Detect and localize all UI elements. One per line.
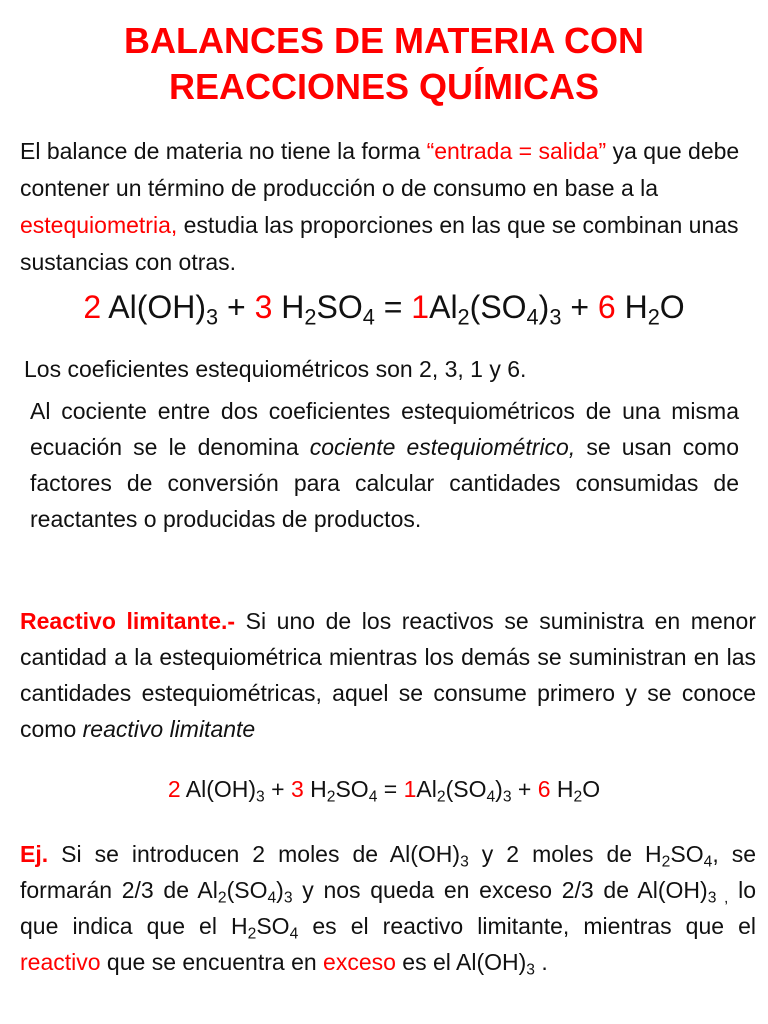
intro-text-1: El balance de materia no tiene la forma	[20, 138, 427, 164]
coefficients-text: Los coeficientes estequiométricos son 2, 3, 1 y 6.	[24, 356, 527, 382]
subscript: 2	[661, 853, 671, 871]
coef-2: 3	[254, 289, 273, 325]
subscript: 4	[368, 788, 378, 806]
subscript: 4	[486, 788, 496, 806]
product-2-part: O	[582, 776, 601, 802]
product-1-part: )	[538, 289, 550, 325]
subscript: 2	[326, 788, 336, 806]
product-2: H	[615, 289, 648, 325]
page-title	[0, 18, 768, 110]
limitante-label: Reactivo limitante.-	[20, 608, 236, 634]
example-text: SO	[256, 913, 290, 939]
subscript: 2	[247, 925, 257, 943]
product-1-part: (SO	[469, 289, 527, 325]
plus-sign: +	[218, 289, 255, 325]
subscript: 4	[267, 889, 277, 907]
coef-4: 6	[597, 289, 616, 325]
chemical-equation-large	[0, 287, 768, 330]
subscript: 2	[217, 889, 227, 907]
subscript: 4	[703, 853, 713, 871]
product-2-part: O	[659, 289, 685, 325]
example-text: que se encuentra en	[100, 949, 324, 975]
plus-sign: +	[511, 776, 538, 802]
coef-2: 3	[290, 776, 304, 802]
subscript: 2	[457, 304, 470, 330]
intro-text-2: ya que debe contener un término de producción o de consumo en base a la	[20, 138, 740, 201]
example-text: es el Al(OH)	[395, 949, 527, 975]
example-text: , se formarán 2/3 de Al	[20, 841, 757, 903]
subscript: 4	[526, 304, 539, 330]
example-text: SO	[670, 841, 704, 867]
cociente-paragraph	[30, 393, 739, 537]
reactant-2: H	[303, 776, 327, 802]
reactant-2-part: SO	[335, 776, 369, 802]
intro-paragraph	[20, 133, 756, 281]
intro-text-3: estudia las proporciones en las que se combinan unas sustancias con otras.	[20, 212, 739, 275]
title-line-1: BALANCES DE MATERIA CON	[124, 20, 644, 61]
limitante-text: Si uno de los reactivos se suministra en menor cantidad a la estequiométrica mientras los demás se suministran en las cantidades estequiométricas, aquel se consume primero y se conoce como	[20, 608, 756, 742]
highlight-reactivo: reactivo	[20, 949, 101, 975]
limitante-paragraph	[20, 603, 756, 747]
subscript: 3 ,	[707, 889, 729, 907]
coef-4: 6	[537, 776, 551, 802]
product-1-part: )	[495, 776, 503, 802]
reactant-2-part: SO	[316, 289, 363, 325]
example-text: )	[276, 877, 284, 903]
subscript: 3	[460, 853, 469, 871]
subscript: 4	[289, 925, 299, 943]
reactant-2: H	[272, 289, 305, 325]
example-text: es el reactivo limitante, mientras que el	[298, 913, 756, 939]
equals-sign: =	[377, 776, 404, 802]
subscript: 3	[206, 304, 219, 330]
subscript: 3	[526, 961, 535, 979]
product-1-part: (SO	[445, 776, 487, 802]
chemical-equation-small	[0, 773, 768, 805]
subscript: 3	[549, 304, 562, 330]
subscript: 2	[573, 788, 583, 806]
limitante-term: reactivo limitante	[82, 716, 256, 742]
subscript: 3	[283, 889, 293, 907]
cociente-term: cociente estequiométrico,	[309, 434, 576, 460]
plus-sign: +	[264, 776, 291, 802]
highlight-exceso: exceso	[323, 949, 396, 975]
example-text: (SO	[226, 877, 268, 903]
coef-3: 1	[403, 776, 417, 802]
title-line-2: REACCIONES QUÍMICAS	[168, 66, 600, 107]
product-2: H	[550, 776, 574, 802]
product-1: Al	[429, 289, 458, 325]
subscript: 3	[502, 788, 512, 806]
intro-highlight-entrada-salida: “entrada = salida”	[426, 138, 607, 164]
example-text: .	[535, 949, 548, 975]
subscript: 2	[304, 304, 317, 330]
example-text: Si se introducen 2 moles de Al(OH)	[48, 841, 461, 867]
plus-sign: +	[561, 289, 598, 325]
example-text: y nos queda en exceso 2/3 de Al(OH)	[292, 877, 708, 903]
subscript: 2	[436, 788, 446, 806]
example-label: Ej.	[20, 841, 49, 867]
coef-3: 1	[411, 289, 430, 325]
reactant-1: Al(OH)	[101, 289, 206, 325]
product-1: Al	[416, 776, 437, 802]
equals-sign: =	[374, 289, 412, 325]
coef-1: 2	[167, 776, 181, 802]
reactant-1: Al(OH)	[180, 776, 257, 802]
subscript: 2	[647, 304, 660, 330]
example-paragraph	[20, 836, 756, 980]
example-text: lo que indica que el H	[20, 877, 756, 939]
intro-highlight-estequiometria: estequiometria,	[20, 212, 178, 238]
cociente-text-2: se usan como factores de conversión para calcular cantidades consumidas de reactantes o producidas de productos.	[30, 434, 739, 532]
cociente-text-1: Al cociente entre dos coeficientes estequiométricos de una misma ecuación se le denomina	[30, 398, 739, 460]
subscript: 4	[362, 304, 375, 330]
subscript: 3	[256, 788, 265, 806]
example-text: y 2 moles de H	[468, 841, 662, 867]
coef-1: 2	[83, 289, 102, 325]
